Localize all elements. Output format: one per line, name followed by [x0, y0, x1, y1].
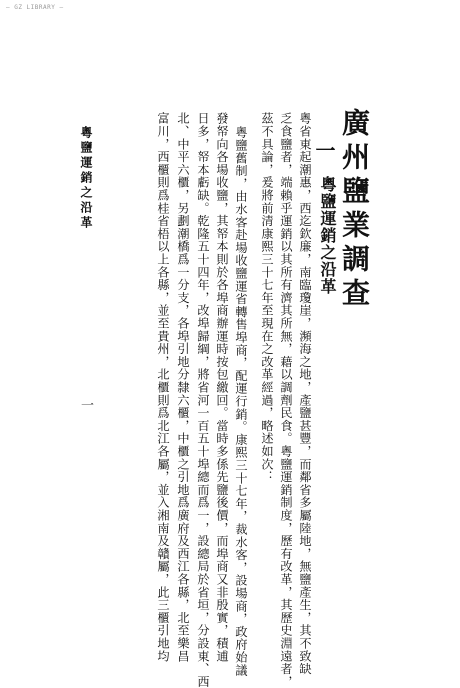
section-number: 一	[312, 140, 336, 160]
text-column-7: 北、中平六櫃，另劃潮橋爲一分支，各埠引地分隸六櫃，中櫃之引地爲廣府及西江各縣，北至樂昌	[176, 112, 190, 663]
text-column-6: 日多，帑本虧缺。乾隆五十四年，改埠歸綱，將省河一百五十埠總而爲一，設總局於省垣，分設東、西	[196, 112, 210, 688]
text-column-3: 茲不具論，爰將前清康熙三十七年至現在之改革經過，略述如次：	[260, 112, 274, 484]
text-column-5: 發帑向各場收鹽，其帑本則於各埠商辦運時按包繳回。當時多係先鹽後價，而埠商又非殷實，積逋	[215, 112, 229, 663]
text-column-1: 粵省東起潮惠，西迄欽廉，南臨瓊崖，瀕海之地，產鹽甚豐，而鄰省多屬陸地，無鹽產生，其不致缺	[298, 112, 312, 676]
page-number: 一	[78, 398, 93, 411]
text-column-2: 乏食鹽者，端賴乎運銷以其所有濟其所無，藉以調劑民食。粵鹽運銷制度，歷有改革，其歷史淵遠者，	[279, 112, 293, 688]
document-title: 廣州鹽業調查	[338, 108, 371, 312]
section-title: 粵鹽運銷之沿革	[318, 176, 337, 295]
watermark-text: — GZ LIBRARY —	[6, 4, 64, 11]
text-column-8: 富川，西櫃則爲桂省梧以上各縣，並至貴州，北櫃則爲北江各屬，並入湘南及贛屬，此三櫃引地均	[156, 112, 170, 663]
running-footer-label: 粵鹽運銷之沿革	[79, 126, 93, 231]
text-column-4: 粵鹽舊制，由水客赴場收鹽運省轉售埠商，配運行銷。康熙三十七年，裁水客，設場商，政府始議	[234, 126, 248, 677]
